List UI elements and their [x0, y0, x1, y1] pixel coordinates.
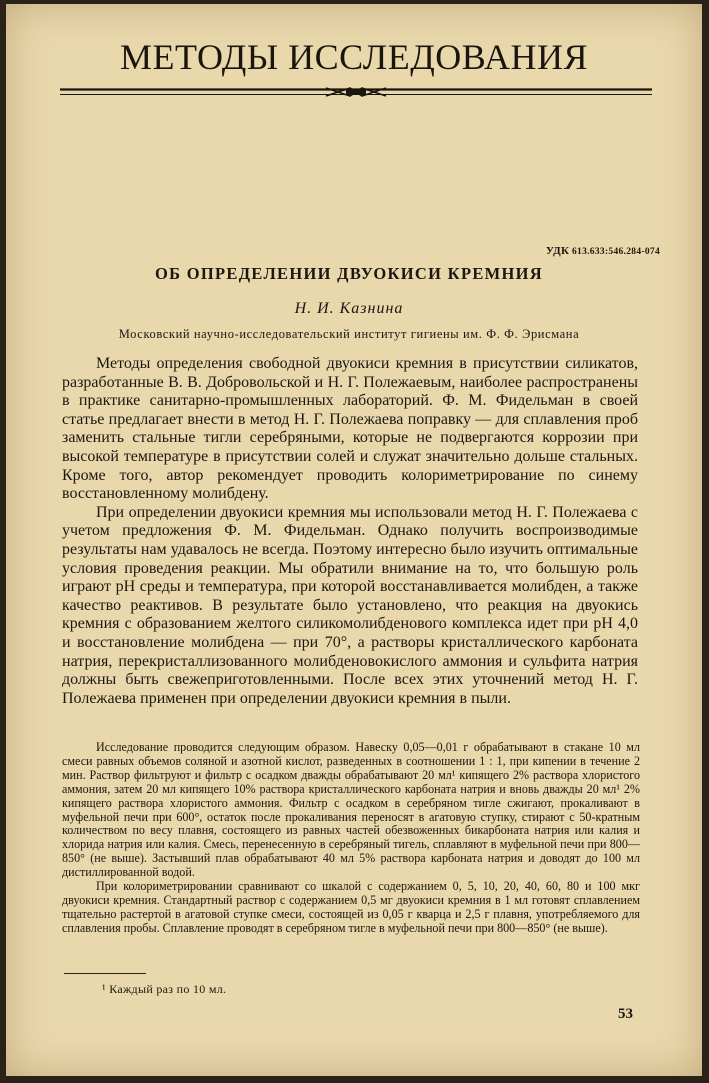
footnote: ¹ Каждый раз по 10 мл. [102, 982, 227, 996]
method-paragraph: Исследование проводится следующим образом. Навеску 0,05—0,01 г обрабатывают в стакане 10 мл смеси равных объемов соляной и азотной кислот, разведенных в соотношении 1 : 1, при кипении в течение 2 мин. Раствор фильтруют и фильтр с осадком дважды обрабатывают 20 мл¹ кипящего 2% раствора хлористого аммония, затем 20 мл кипящего 10% раствора кристаллического карбоната натрия и вновь дважды 20 мл¹ 2% кипящего раствора хлористого аммония. Фильтр с осадком в серебряном тигле сжигают, прокаливают в муфельной печи при 600°, остаток после прокаливания переносят в агатовую ступку, стирают с 50-кратным количеством по весу плавня, состоящего из равных частей обезвоженных бикарбоната натрия или калия и хлорида натрия или калия. Смесь, перенесенную в серебряный тигель, сплавляют в муфельной печи при 800—850° (не выше). Застывший плав обрабатывают 40 мл 5% раствора карбоната натрия и доводят до 100 мл дистиллированной водой. [62, 740, 640, 880]
article-author: Н. И. Казнина [294, 300, 404, 317]
article-body [62, 355, 638, 708]
author-affiliation: Московский научно-исследовательский институт гигиены им. Ф. Ф. Эрисмана [118, 327, 580, 341]
footnote-divider [64, 973, 146, 974]
udk-code [546, 245, 660, 257]
double-rule-ornament-icon [60, 86, 652, 98]
method-paragraph: При колориметрировании сравнивают со шкалой с содержанием 0, 5, 10, 20, 40, 60, 80 и 100 мкг двуокиси кремния. Стандартный раствор с содержанием 0,5 мг двуокиси кремния в 1 мл готовят сплавлением тщательно растертой в агатовой ступке смеси, состоящей из 0,05 г кварца и 2,5 г плавня, употребляемого для сплавления пробы. Сплавление проводят в серебряном тигле в муфельной печи при 800—850° (не выше). [62, 879, 640, 935]
udk-label: УДК [545, 245, 570, 257]
page-number: 53 [618, 1006, 633, 1022]
section-title: МЕТОДЫ ИССЛЕДОВАНИЯ [119, 37, 588, 77]
udk-number: 613.633:546.284-074 [571, 247, 660, 257]
body-paragraph: При определении двуокиси кремния мы использовали метод Н. Г. Полежаева с учетом предложения Ф. М. Фидельман. Однако получить воспроизводимые результаты нам удавалось не всегда. Поэтому интересно было изучить оптимальные условия проведения реакции. Мы обратили внимание на то, что большую роль играют pH среды и температура, при которой восстанавливается молибден, а также качество реактивов. В результате было установлено, что реакция на двуокись кремния с образованием желтого силикомолибденового комплекса идет при pH 4,0 и восстановление молибдена — при 70°, а растворы кристаллического карбоната натрия, перекристаллизованного молибденовокислого аммония и сульфита натрия должны быть свежеприготовленными. После всех этих уточнений метод Н. Г. Полежаева применен при определении двуокиси кремния в пыли. [62, 503, 638, 707]
article-title: ОБ ОПРЕДЕЛЕНИИ ДВУОКИСИ КРЕМНИЯ [154, 264, 543, 283]
method-section [62, 741, 640, 936]
body-paragraph: Методы определения свободной двуокиси кремния в присутствии силикатов, разработанные В. В. Добровольской и Н. Г. Полежаевым, наиболее распространены в практике санитарно-промышленных лабораторий. Ф. М. Фидельман в своей статье предлагает внести в метод Н. Г. Полежаева поправку — для сплавления проб заменить стальные тигли серебряными, которые не подвергаются коррозии при высокой температуре в присутствии солей и служат значительно дольше стальных. Кроме того, автор рекомендует проводить колориметрирование по синему восстановленному молибдену. [62, 355, 638, 503]
journal-page [6, 4, 702, 1076]
